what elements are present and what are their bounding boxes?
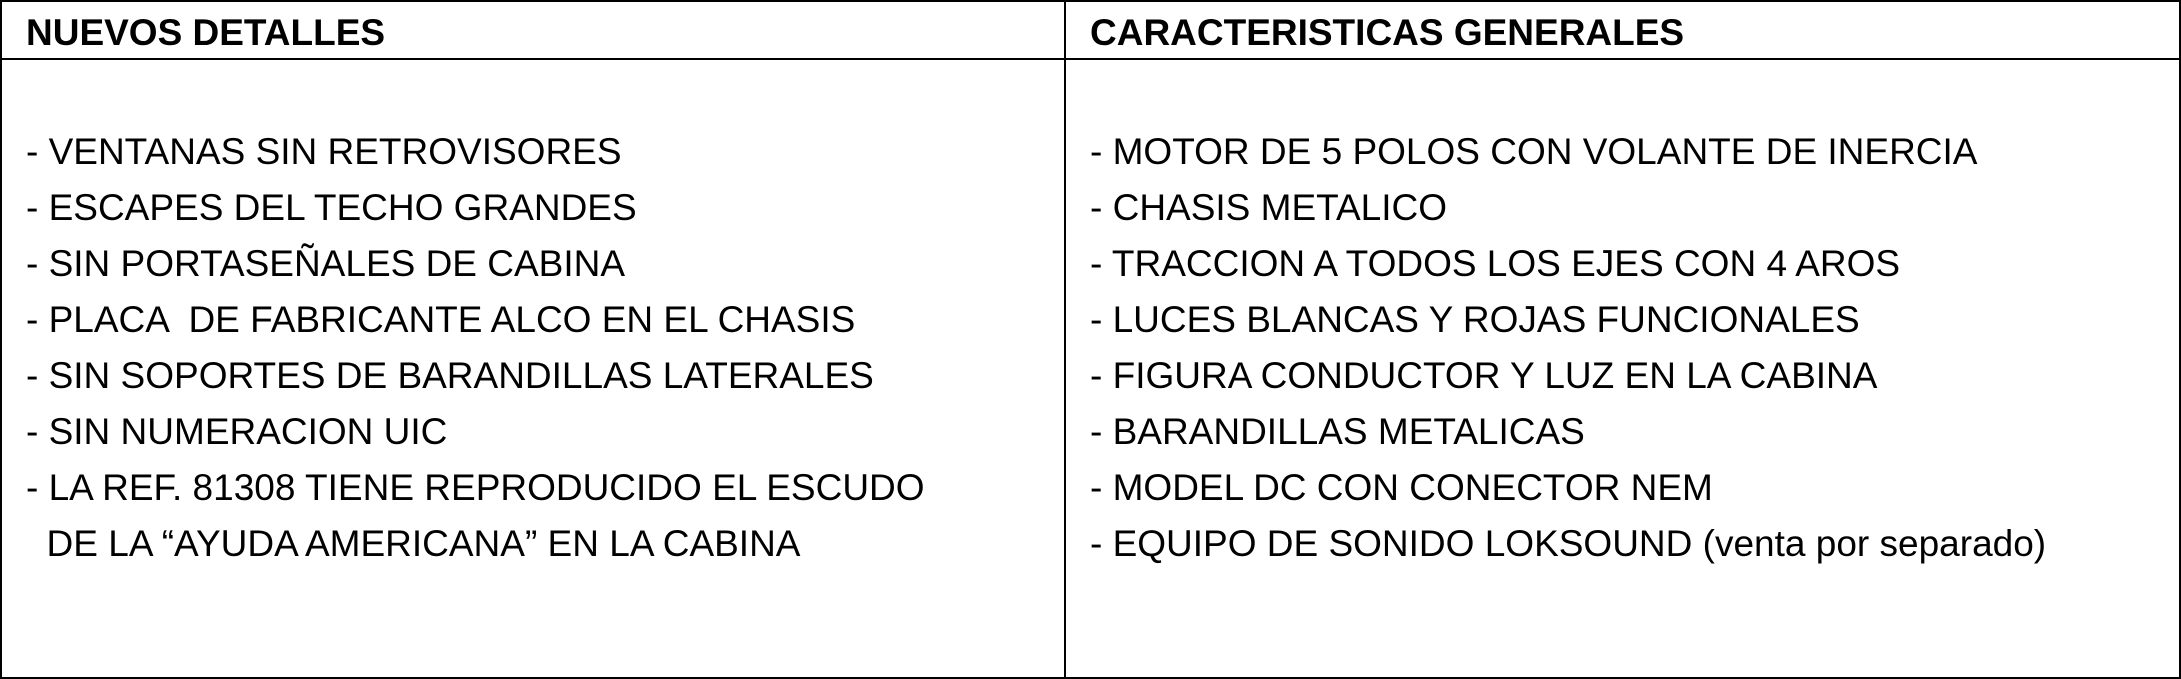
list-item: - FIGURA CONDUCTOR Y LUZ EN LA CABINA	[1090, 355, 1878, 396]
new-details-list	[2, 60, 1064, 572]
list-item: - BARANDILLAS METALICAS	[1090, 411, 1585, 452]
list-item: - ESCAPES DEL TECHO GRANDES	[26, 187, 637, 228]
list-item: - MODEL DC CON CONECTOR NEM	[1090, 467, 1713, 508]
list-item: - SIN SOPORTES DE BARANDILLAS LATERALES	[26, 355, 874, 396]
new-details-column	[2, 2, 1066, 677]
general-features-list	[1066, 60, 2179, 572]
list-item: - LA REF. 81308 TIENE REPRODUCIDO EL ESCUDO	[26, 467, 925, 508]
list-item: - TRACCION A TODOS LOS EJES CON 4 AROS	[1090, 243, 1901, 284]
list-item: - EQUIPO DE SONIDO LOKSOUND (venta por separado)	[1090, 523, 2047, 564]
list-item: - SIN PORTASEÑALES DE CABINA	[26, 243, 626, 284]
list-item: - CHASIS METALICO	[1090, 187, 1448, 228]
list-item: DE LA “AYUDA AMERICANA” EN LA CABINA	[26, 523, 801, 564]
list-item: - PLACA DE FABRICANTE ALCO EN EL CHASIS	[26, 299, 856, 340]
list-item: - SIN NUMERACION UIC	[26, 411, 448, 452]
list-item: - VENTANAS SIN RETROVISORES	[26, 131, 622, 172]
list-item: - MOTOR DE 5 POLOS CON VOLANTE DE INERCIA	[1090, 131, 1978, 172]
general-features-header: CARACTERISTICAS GENERALES	[1066, 2, 2179, 60]
general-features-column	[1066, 2, 2179, 677]
new-details-header: NUEVOS DETALLES	[2, 2, 1064, 60]
list-item: - LUCES BLANCAS Y ROJAS FUNCIONALES	[1090, 299, 1860, 340]
